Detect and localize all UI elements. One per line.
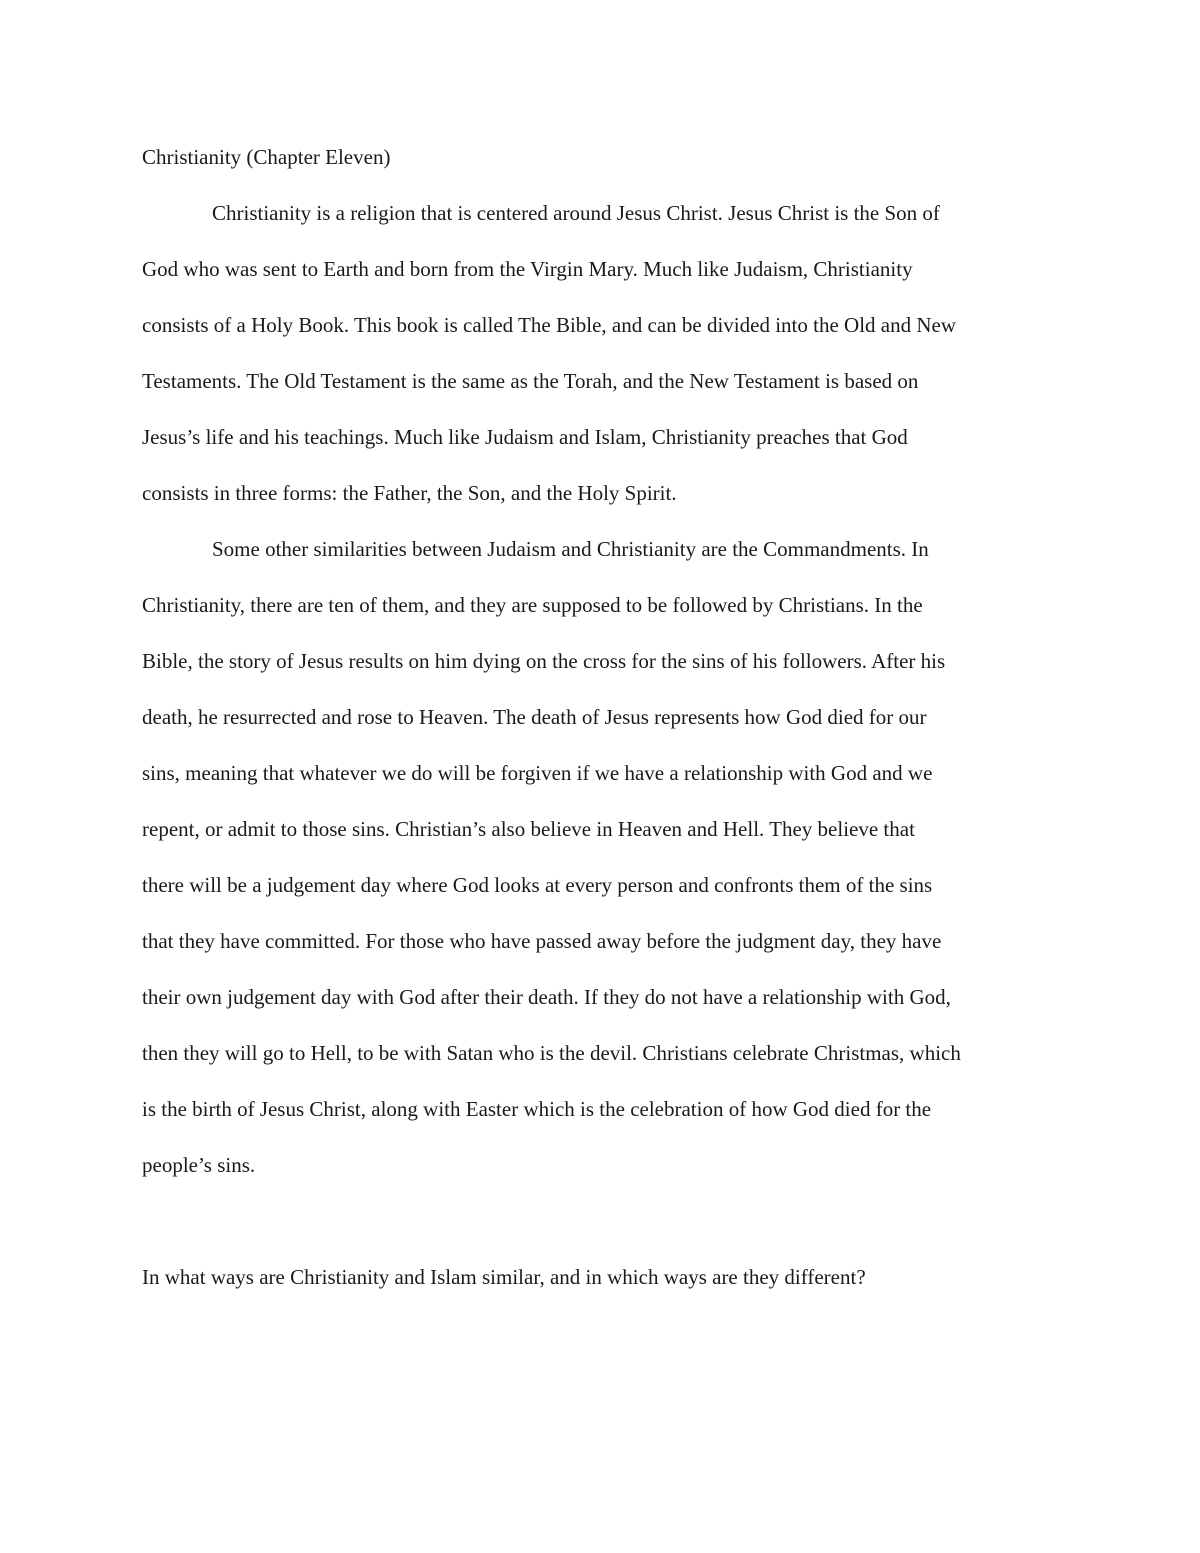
paragraph-line: consists of a Holy Book. This book is called The Bible, and can be divided into the Old and New [142, 313, 957, 337]
paragraph-line: consists in three forms: the Father, the Son, and the Holy Spirit. [142, 481, 677, 505]
document-title: Christianity (Chapter Eleven) [142, 145, 391, 169]
paragraph-line: is the birth of Jesus Christ, along with Easter which is the celebration of how God died for the [142, 1097, 932, 1121]
paragraph-line: Some other similarities between Judaism and Christianity are the Commandments. In [212, 537, 929, 561]
paragraph-line: God who was sent to Earth and born from the Virgin Mary. Much like Judaism, Christianity [142, 257, 913, 281]
paragraph-line: Testaments. The Old Testament is the same as the Torah, and the New Testament is based on [142, 369, 919, 393]
paragraph-line: then they will go to Hell, to be with Satan who is the devil. Christians celebrate Christmas, which [142, 1041, 961, 1065]
paragraph-line: death, he resurrected and rose to Heaven. The death of Jesus represents how God died for our [142, 705, 927, 729]
paragraph-line: Jesus’s life and his teachings. Much like Judaism and Islam, Christianity preaches that God [142, 425, 908, 449]
paragraph-line: sins, meaning that whatever we do will be forgiven if we have a relationship with God and we [142, 761, 933, 785]
paragraph-line: Christianity is a religion that is centered around Jesus Christ. Jesus Christ is the Son of [212, 201, 940, 225]
paragraph-line: repent, or admit to those sins. Christian’s also believe in Heaven and Hell. They believe that [142, 817, 915, 841]
paragraph-line: Bible, the story of Jesus results on him dying on the cross for the sins of his followers. After his [142, 649, 946, 673]
paragraph-line: their own judgement day with God after their death. If they do not have a relationship with God, [142, 985, 951, 1009]
paragraph-line: people’s sins. [142, 1153, 256, 1177]
paragraph-line: Christianity, there are ten of them, and they are supposed to be followed by Christians. In the [142, 593, 923, 617]
paragraph-line: that they have committed. For those who have passed away before the judgment day, they have [142, 929, 942, 953]
paragraph-line: there will be a judgement day where God looks at every person and confronts them of the sins [142, 873, 933, 897]
discussion-question: In what ways are Christianity and Islam similar, and in which ways are they different? [142, 1265, 866, 1289]
